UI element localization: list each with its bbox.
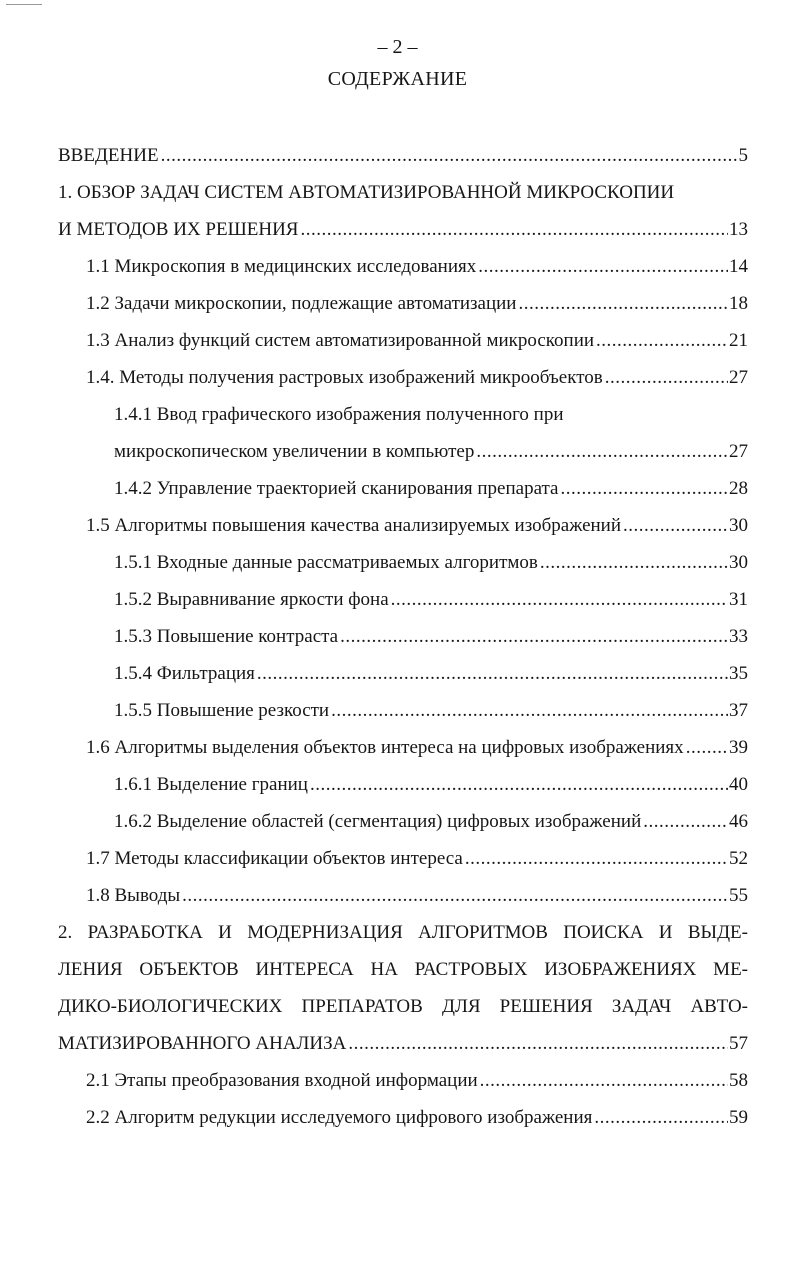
toc-dot-leader <box>478 1062 728 1099</box>
toc-entry-title-line: 2. РАЗРАБОТКА И МОДЕРНИЗАЦИЯ АЛГОРИТМОВ ПОИСКА И ВЫДЕ- <box>58 922 748 943</box>
toc-page-number: 57 <box>729 1033 748 1054</box>
toc-entry-title: 1.5.2 Выравнивание яркости фона <box>114 589 389 610</box>
toc-page-number: 27 <box>729 441 748 462</box>
toc-dot-leader <box>641 803 728 840</box>
toc-dot-leader <box>463 840 728 877</box>
toc-entry-title: 1.4.2 Управление траекторией сканирования препарата <box>114 478 559 499</box>
toc-page-number: 30 <box>729 515 748 536</box>
toc-dot-leader <box>476 248 728 285</box>
toc-dot-leader <box>159 137 738 174</box>
toc-dot-leader <box>684 729 728 766</box>
toc-entry[interactable] <box>58 507 748 544</box>
toc-page-number: 27 <box>729 367 748 388</box>
toc-page-number: 30 <box>729 552 748 573</box>
toc-entry[interactable] <box>58 174 748 248</box>
toc-entry-title: 1.5.4 Фильтрация <box>114 663 255 684</box>
toc-entry[interactable] <box>58 877 748 914</box>
toc-entry[interactable] <box>58 1099 748 1136</box>
toc-page-number: 58 <box>729 1070 748 1091</box>
toc-dot-leader <box>592 1099 728 1136</box>
toc-entry[interactable] <box>58 692 748 729</box>
toc-entry-title: 1.5.1 Входные данные рассматриваемых алгоритмов <box>114 552 538 573</box>
page-title: СОДЕРЖАНИЕ <box>327 68 468 90</box>
toc-page-number: 33 <box>729 626 748 647</box>
toc-entry[interactable] <box>58 1062 748 1099</box>
toc-dot-leader <box>603 359 728 396</box>
toc-entry[interactable] <box>58 359 748 396</box>
toc-entry-title: 1.1 Микроскопия в медицинских исследованиях <box>86 256 477 277</box>
toc-dot-leader <box>346 1025 728 1062</box>
toc-page-number: 14 <box>729 256 748 277</box>
toc-entry[interactable] <box>58 840 748 877</box>
toc-page-number: 52 <box>729 848 748 869</box>
toc-dot-leader <box>180 877 728 914</box>
toc-entry-title: 1.6.1 Выделение границ <box>114 774 308 795</box>
toc-page-number: 46 <box>729 811 748 832</box>
toc-dot-leader <box>255 655 728 692</box>
toc-entry[interactable] <box>58 581 748 618</box>
toc-entry[interactable] <box>58 655 748 692</box>
toc-dot-leader <box>474 433 728 470</box>
toc-entry[interactable] <box>58 285 748 322</box>
toc-dot-leader <box>621 507 728 544</box>
toc-dot-leader <box>538 544 728 581</box>
toc-entry-title: МАТИЗИРОВАННОГО АНАЛИЗА <box>58 1033 347 1054</box>
toc-dot-leader <box>329 692 728 729</box>
toc-entry[interactable] <box>58 322 748 359</box>
toc-entry-title: 1.6 Алгоритмы выделения объектов интереса на цифровых изображениях <box>86 737 684 758</box>
toc-entry-title: 1.2 Задачи микроскопии, подлежащие автоматизации <box>86 293 517 314</box>
toc-entry[interactable] <box>58 766 748 803</box>
toc-entry-title: 1.6.2 Выделение областей (сегментация) цифровых изображений <box>114 811 642 832</box>
toc-entry-title-line: ДИКО-БИОЛОГИЧЕСКИХ ПРЕПАРАТОВ ДЛЯ РЕШЕНИЯ ЗАДАЧ АВТО- <box>58 996 748 1017</box>
toc-page-number: 55 <box>729 885 748 906</box>
toc-entry-title-line: 1.4.1 Ввод графического изображения полученного при <box>114 404 564 425</box>
toc-entry-title: 1.8 Выводы <box>86 885 181 906</box>
toc-page-number: 13 <box>729 219 748 240</box>
toc-entry-title: 1.3 Анализ функций систем автоматизированной микроскопии <box>86 330 595 351</box>
toc-entry-title-line: ЛЕНИЯ ОБЪЕКТОВ ИНТЕРЕСА НА РАСТРОВЫХ ИЗОБРАЖЕНИЯХ МЕ- <box>58 959 748 980</box>
toc-entry-title: 2.1 Этапы преобразования входной информации <box>86 1070 478 1091</box>
toc-entry-title: 1.5.5 Повышение резкости <box>114 700 330 721</box>
toc-page-number: 40 <box>729 774 748 795</box>
toc-dot-leader <box>558 470 728 507</box>
toc-entry[interactable] <box>58 470 748 507</box>
toc-entry[interactable] <box>58 914 748 1062</box>
toc-page-number: 37 <box>729 700 748 721</box>
toc-entry-title-line: 1. ОБЗОР ЗАДАЧ СИСТЕМ АВТОМАТИЗИРОВАННОЙ МИКРОСКОПИИ <box>58 182 675 203</box>
toc-entry[interactable] <box>58 618 748 655</box>
toc-entry-title: 2.2 Алгоритм редукции исследуемого цифрового изображения <box>86 1107 593 1128</box>
toc-entry[interactable] <box>58 803 748 840</box>
toc-entry-title: ВВЕДЕНИЕ <box>58 145 159 166</box>
toc-entry-title: 1.4. Методы получения растровых изображений микрообъектов <box>86 367 603 388</box>
table-of-contents <box>58 137 748 1136</box>
toc-page-number: 31 <box>729 589 748 610</box>
toc-entry-title: 1.5.3 Повышение контраста <box>114 626 339 647</box>
toc-page-number: 39 <box>729 737 748 758</box>
toc-entry-title: И МЕТОДОВ ИХ РЕШЕНИЯ <box>58 219 299 240</box>
toc-entry[interactable] <box>58 729 748 766</box>
toc-dot-leader <box>594 322 728 359</box>
toc-page-number: 28 <box>729 478 748 499</box>
toc-entry-title: 1.7 Методы классификации объектов интереса <box>86 848 463 869</box>
toc-dot-leader <box>516 285 728 322</box>
page-number: – 2 – <box>377 36 418 58</box>
toc-dot-leader <box>389 581 728 618</box>
toc-page-number: 5 <box>738 145 748 166</box>
toc-entry[interactable] <box>58 396 748 470</box>
toc-entry[interactable] <box>58 544 748 581</box>
toc-entry[interactable] <box>58 137 748 174</box>
toc-dot-leader <box>338 618 728 655</box>
toc-page-number: 18 <box>729 293 748 314</box>
toc-dot-leader <box>298 211 728 248</box>
toc-page-number: 35 <box>729 663 748 684</box>
toc-page-number: 21 <box>729 330 748 351</box>
toc-page-number: 59 <box>729 1107 748 1128</box>
toc-entry[interactable] <box>58 248 748 285</box>
toc-entry-title: микроскопическом увеличении в компьютер <box>114 441 475 462</box>
toc-entry-title: 1.5 Алгоритмы повышения качества анализируемых изображений <box>86 515 622 536</box>
corner-mark <box>6 4 42 5</box>
toc-dot-leader <box>308 766 728 803</box>
